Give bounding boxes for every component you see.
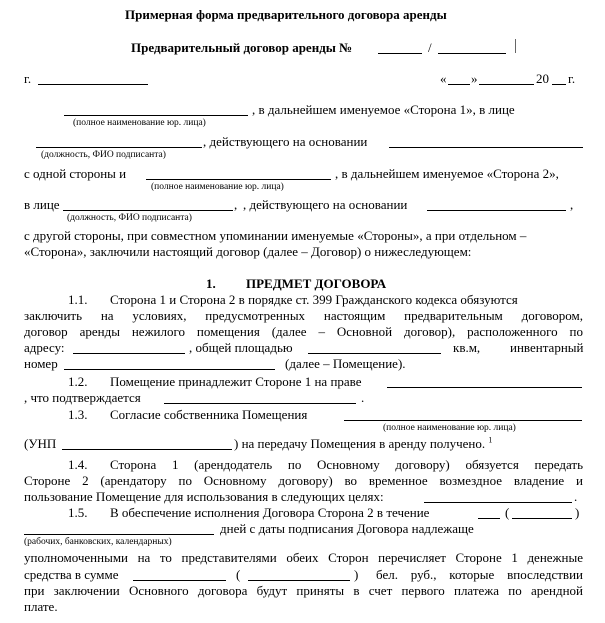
hint-org-name-3: (полное наименование юр. лица) — [383, 423, 516, 433]
clause-1-4-line2: Стороне 2 (арендатору по Основному договору) во временное возмездное владение и — [24, 473, 583, 488]
ownership-doc-blank — [164, 403, 356, 404]
in-person-text: в лице — [24, 197, 60, 212]
document-title: Примерная форма предварительного договора аренды — [125, 7, 447, 22]
hint-org-name-2: (полное наименование юр. лица) — [151, 182, 284, 192]
area-unit: кв.м, — [453, 340, 481, 355]
inventory-number-blank — [64, 369, 275, 370]
days-close-paren: ) — [575, 505, 580, 520]
sum-number-blank — [133, 580, 226, 581]
clause-1-1-line2: заключить на условиях, предусмотренных настоящим предварительным договором, — [24, 308, 583, 323]
party2-intro: , в дальнейшем именуемое «Сторона 2», — [335, 166, 559, 181]
days-words-blank — [512, 518, 572, 519]
party1-signatory-blank — [36, 147, 202, 148]
clause-1-2-line1: Помещение принадлежит Стороне 1 на праве — [110, 374, 362, 389]
city-blank — [38, 84, 148, 85]
clause-1-1-line1-text: Сторона 1 и Сторона 2 в порядке ст. 399 Гражданского кодекса обязуются — [110, 292, 518, 307]
text-cursor — [515, 39, 516, 53]
clause-1-3-consent — [234, 436, 492, 451]
clause-1-4-line3: пользование Помещение для использования в следующих целях: — [24, 489, 384, 504]
unp-label: (УНП — [24, 436, 57, 451]
ownership-right-blank — [387, 387, 582, 388]
clause-1-5-line3: уполномоченными на то представителями обеих Сторон перечисляет Стороне 1 денежные — [24, 550, 583, 565]
hint-days-type: (рабочих, банковских, календарных) — [24, 537, 172, 547]
days-type-blank — [24, 534, 214, 535]
date-year-suffix: г. — [568, 71, 576, 86]
days-open-paren: ( — [505, 505, 510, 520]
party1-acting: , действующего на основании — [203, 134, 368, 149]
clause-1-2-number: 1.2. — [68, 374, 88, 389]
contract-series-blank — [438, 53, 506, 54]
days-number-blank — [478, 518, 500, 519]
clause-1-1-line3: договор аренды нежилого помещения (далее – Основной договор), расположенного по — [24, 324, 583, 339]
unp-blank — [62, 449, 232, 450]
clause-1-4-number: 1.4. — [68, 457, 88, 472]
contract-heading: Предварительный договор аренды № — [131, 40, 353, 55]
date-year-prefix: 20 — [536, 71, 549, 86]
hint-org-name: (полное наименование юр. лица) — [73, 118, 206, 128]
inventory-label: инвентарный — [510, 340, 584, 355]
date-month-blank — [479, 84, 534, 85]
clause-1-5-line6: плате. — [24, 599, 58, 614]
party1-name-blank — [64, 115, 248, 116]
clause-1-5-line1: В обеспечение исполнения Договора Сторона 2 в течение — [110, 505, 430, 520]
other-side-line1: с другой стороны, при совместном упоминании именуемые «Стороны», а при отдельном – — [24, 228, 527, 243]
party2-signatory-blank — [63, 210, 233, 211]
other-side-line2: «Сторона», заключили настоящий договор (далее – Договор) о нижеследующем: — [24, 244, 472, 259]
one-side-text: с одной стороны и — [24, 166, 127, 181]
party2-basis-blank — [427, 210, 566, 211]
area-blank — [308, 353, 441, 354]
party2-name-blank — [146, 179, 331, 180]
clause-1-1-line1 — [110, 292, 583, 307]
section-title: ПРЕДМЕТ ДОГОВОРА — [246, 276, 387, 291]
party2-comma: , — [234, 197, 238, 212]
date-day-blank — [448, 84, 470, 85]
contract-number-slash: / — [428, 40, 432, 55]
section-number: 1. — [206, 276, 216, 291]
currency-text: бел. руб., которые впоследствии — [376, 567, 583, 582]
clause-1-1-number: 1.1. — [68, 292, 88, 307]
address-blank — [73, 353, 185, 354]
clause-1-5-number: 1.5. — [68, 505, 88, 520]
party1-basis-blank — [389, 147, 583, 148]
clause-1-5-line2: дней с даты подписания Договора надлежаще — [220, 521, 474, 536]
number-label: номер — [24, 356, 58, 371]
clause-1-2-confirmed: , что подтверждается — [24, 390, 141, 405]
owner-name-blank — [344, 420, 582, 421]
sum-words-blank — [248, 580, 350, 581]
clause-1-3-line1: Согласие собственника Помещения — [110, 407, 308, 422]
date-close-quote: » — [471, 71, 478, 86]
purpose-blank — [424, 502, 572, 503]
party1-intro: , в дальнейшем именуемое «Сторона 1», в лице — [252, 102, 515, 117]
consent-text: ) на передачу Помещения в аренду получено. — [234, 436, 486, 451]
clause-1-4-line1: Сторона 1 (арендодатель по Основному договору) обязуется передать — [110, 457, 583, 472]
clause-1-3-number: 1.3. — [68, 407, 88, 422]
date-year-blank — [552, 84, 566, 85]
clause-1-5-line5: при заключении Основного договора будут приняты в счет первого платежа по арендной — [24, 583, 583, 598]
party2-basis-comma: , — [570, 197, 574, 212]
hint-position-fio: (должность, ФИО подписанта) — [41, 150, 166, 160]
sum-label: средства в сумме — [24, 567, 119, 582]
footnote-marker: 1 — [488, 435, 493, 445]
contract-number-blank — [378, 53, 422, 54]
hint-position-fio-2: (должность, ФИО подписанта) — [67, 213, 192, 223]
clause-1-2-period: . — [361, 390, 365, 405]
sum-open-paren: ( — [236, 567, 241, 582]
clause-1-4-period: . — [574, 489, 578, 504]
address-label: адресу: — [24, 340, 65, 355]
premises-def: (далее – Помещение). — [285, 356, 406, 371]
area-label: , общей площадью — [189, 340, 293, 355]
party2-acting: , действующего на основании — [243, 197, 408, 212]
date-open-quote: « — [440, 71, 447, 86]
sum-close-paren: ) — [354, 567, 359, 582]
city-label: г. — [24, 71, 32, 86]
